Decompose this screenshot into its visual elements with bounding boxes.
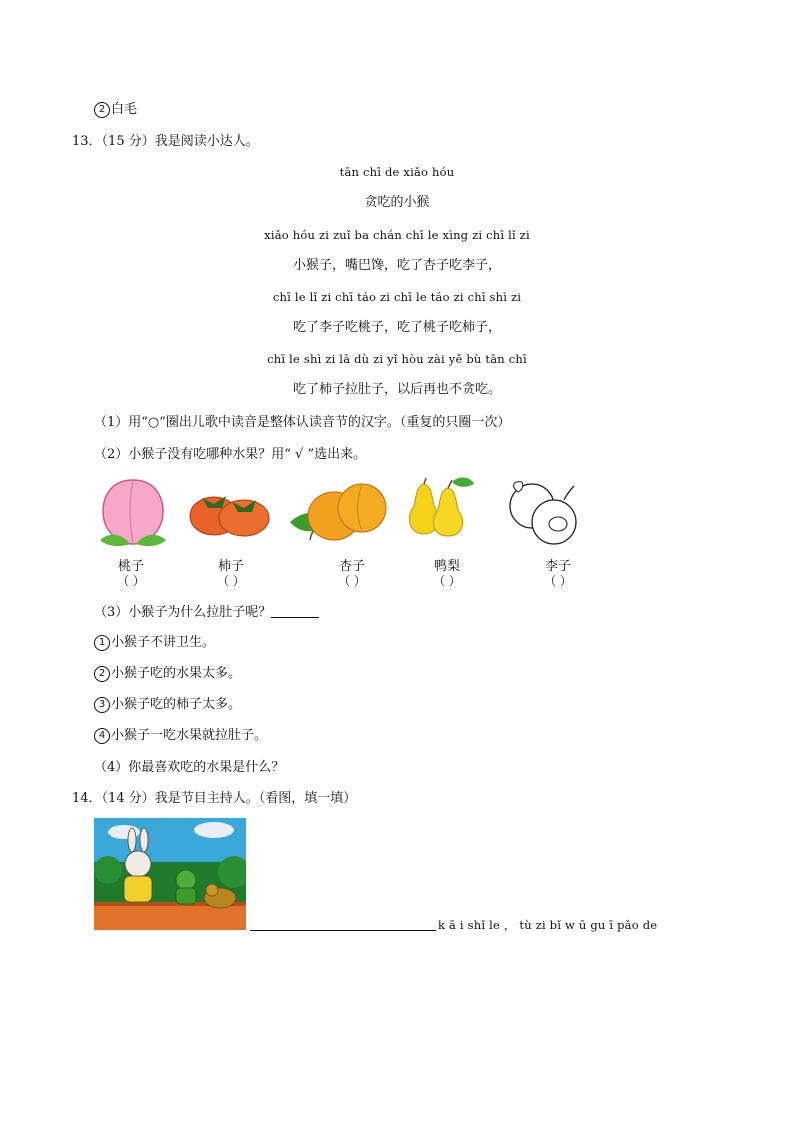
answer-parentheses[interactable]: （ ）: [217, 574, 245, 588]
fruit-label: 鸭梨: [433, 559, 460, 574]
option-item: [94, 665, 241, 683]
sub-question-3: [94, 604, 319, 622]
option-item: [94, 101, 137, 119]
option-text: 小猴子吃的水果太多。: [111, 666, 242, 681]
question-14-header: 14．（14 分）我是节目主持人。（看图，填一填）: [72, 791, 357, 806]
poem-title: 贪吃的小猴: [364, 195, 430, 210]
persimmon-icon: [188, 486, 272, 538]
option-number: 2: [94, 102, 110, 118]
poem-line: 小猴子，嘴巴馋，吃了杏子吃李子，: [292, 258, 501, 273]
poem-line-pinyin: chī le shì zi lā dù zi yǐ hòu zài yě bù tān chī: [267, 352, 527, 366]
option-text: 小猴子不讲卫生。: [111, 635, 216, 650]
question-13-header: 13．（15 分）我是阅读小达人。: [72, 134, 259, 149]
sub-question-1: （1）用“○”圈出儿歌中读音是整体认读音节的汉字。（重复的只圈一次）: [94, 415, 511, 430]
sub-question-3-text: （3）小猴子为什么拉肚子呢？: [94, 605, 272, 620]
apricot-icon: [286, 478, 390, 546]
option-text: 小猴子一吃水果就拉肚子。: [111, 728, 268, 743]
option-text: 白毛: [111, 102, 138, 117]
poem-title-pinyin: tān chī de xiǎo hóu: [339, 165, 455, 179]
poem-line-pinyin: chī le lǐ zi chī táo zi chī le táo zi chī shì zi: [272, 290, 522, 304]
option-number: 4: [94, 728, 110, 744]
pear-icon: [402, 476, 480, 538]
option-item: [94, 634, 215, 652]
sub-question-2: （2）小猴子没有吃哪种水果？用“ √ ”选出来。: [94, 447, 367, 462]
fruit-label: 柿子: [217, 559, 244, 574]
rabbit-tortoise-illustration: [94, 818, 246, 930]
answer-parentheses[interactable]: （ ）: [117, 574, 145, 588]
q14-fill-line: [250, 917, 657, 933]
option-number: 3: [94, 697, 110, 713]
option-item: [94, 727, 267, 745]
poem-line: 吃了柿子拉肚子，以后再也不贪吃。: [292, 382, 501, 397]
answer-blank[interactable]: [271, 605, 319, 618]
option-item: [94, 696, 241, 714]
fruit-label: 杏子: [338, 559, 365, 574]
option-text: 小猴子吃的柿子太多。: [111, 697, 242, 712]
fruit-label: 桃子: [117, 559, 144, 574]
option-number: 1: [94, 635, 110, 651]
answer-parentheses[interactable]: （ ）: [338, 574, 366, 588]
plum-icon: [504, 478, 582, 548]
poem-line-pinyin: xiǎo hóu zi zuǐ ba chán chī le xìng zi chī lǐ zi: [264, 228, 530, 242]
answer-parentheses[interactable]: （ ）: [544, 574, 572, 588]
peach-icon: [96, 474, 170, 550]
answer-blank[interactable]: [250, 918, 436, 931]
poem-line: 吃了李子吃桃子，吃了桃子吃柿子，: [292, 320, 501, 335]
q14-pinyin: k ā i shǐ le ， tù zi bǐ w ū gu ī pǎo de: [438, 918, 658, 932]
sub-question-4: （4）你最喜欢吃的水果是什么？: [94, 760, 285, 775]
option-number: 2: [94, 666, 110, 682]
fruit-label: 李子: [544, 559, 571, 574]
answer-parentheses[interactable]: （ ）: [433, 574, 461, 588]
